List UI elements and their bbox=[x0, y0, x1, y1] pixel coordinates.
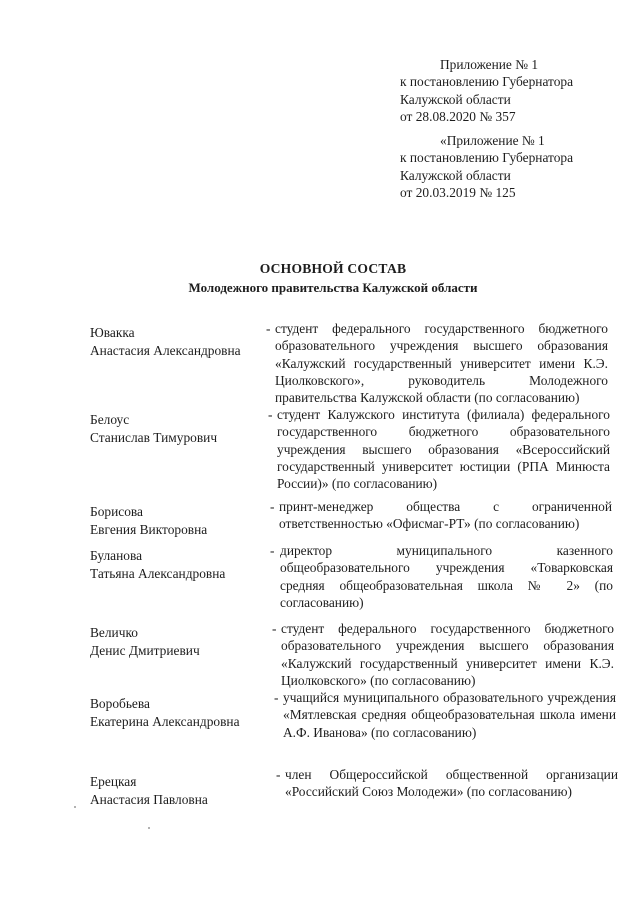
member-given-names: Евгения Викторовна bbox=[90, 522, 208, 537]
annex-title: «Приложение № 1 bbox=[440, 133, 545, 148]
member-name bbox=[90, 324, 265, 360]
member-dash: - bbox=[268, 407, 273, 422]
member-name bbox=[90, 503, 265, 539]
annex-ref: к постановлению Губернатора bbox=[400, 74, 574, 90]
annex-ref: к постановлению Губернатора bbox=[400, 150, 574, 166]
member-description: учащийся муниципального образовательного учреждения «Мятлевская средняя общеобразовательная школа имени А.Ф. Иванова» (по согласованию) bbox=[283, 690, 616, 740]
member-description: член Общероссийской общественной организации «Российский Союз Молодежи» (по согласованию) bbox=[285, 767, 618, 800]
member-name bbox=[90, 411, 265, 447]
member-name bbox=[90, 695, 265, 731]
member-name bbox=[90, 624, 265, 660]
member-name bbox=[90, 773, 265, 809]
annex-header-original bbox=[400, 132, 573, 201]
member-dash: - bbox=[274, 690, 279, 705]
annex-date-number: от 28.08.2020 № 357 bbox=[400, 108, 516, 124]
member-dash: - bbox=[266, 321, 271, 336]
member-surname: Белоус bbox=[90, 412, 130, 427]
member-given-names: Денис Дмитриевич bbox=[90, 643, 200, 658]
member-given-names: Екатерина Александровна bbox=[90, 714, 240, 729]
scan-speck bbox=[148, 827, 150, 829]
member-surname: Буланова bbox=[90, 548, 143, 563]
member-surname: Ювакка bbox=[90, 325, 135, 340]
document-title: ОСНОВНОЙ СОСТАВ bbox=[259, 261, 407, 276]
member-surname: Величко bbox=[90, 625, 138, 640]
annex-region: Калужской области bbox=[400, 167, 511, 183]
member-given-names: Анастасия Александровна bbox=[90, 343, 241, 358]
member-dash: - bbox=[270, 543, 275, 558]
member-dash: - bbox=[276, 767, 281, 782]
member-surname: Воробьева bbox=[90, 696, 150, 711]
member-given-names: Татьяна Александровна bbox=[90, 566, 226, 581]
member-description: директор муниципального казенного общеобразовательного учреждения «Товарковская средняя общеобразовательная школа № 2» (по согласованию) bbox=[280, 543, 613, 610]
member-description: студент федерального государственного бюджетного образовательного учреждения высшего образования «Калужский государственный университет имени К.Э. Циолковского» (по согласованию) bbox=[281, 621, 614, 688]
annex-region: Калужской области bbox=[400, 91, 511, 107]
member-surname: Борисова bbox=[90, 504, 143, 519]
annex-title: Приложение № 1 bbox=[440, 57, 539, 72]
member-description: студент федерального государственного бюджетного образовательного учреждения высшего образования «Калужский государственный университет имени К.Э. Циолковского», руководитель Молодежного правительства Калужской области (по согласованию) bbox=[275, 321, 608, 406]
scan-speck bbox=[74, 806, 76, 808]
member-dash: - bbox=[272, 621, 277, 636]
member-name bbox=[90, 547, 265, 583]
member-description: студент Калужского института (филиала) федерального государственного бюджетного образовательного учреждения высшего образования «Всероссийский государственный университет юстиции (РПА Минюста России)» (по согласованию) bbox=[277, 407, 610, 492]
member-dash: - bbox=[270, 499, 275, 514]
annex-header-current bbox=[400, 56, 573, 125]
member-given-names: Анастасия Павловна bbox=[90, 792, 208, 807]
member-surname: Ерецкая bbox=[90, 774, 137, 789]
document-subtitle: Молодежного правительства Калужской области bbox=[188, 280, 478, 295]
annex-date-number: от 20.03.2019 № 125 bbox=[400, 184, 516, 200]
member-given-names: Станислав Тимурович bbox=[90, 430, 218, 445]
member-description: принт-менеджер общества с ограниченной ответственностью «Офисмаг-РТ» (по согласованию) bbox=[279, 499, 612, 532]
